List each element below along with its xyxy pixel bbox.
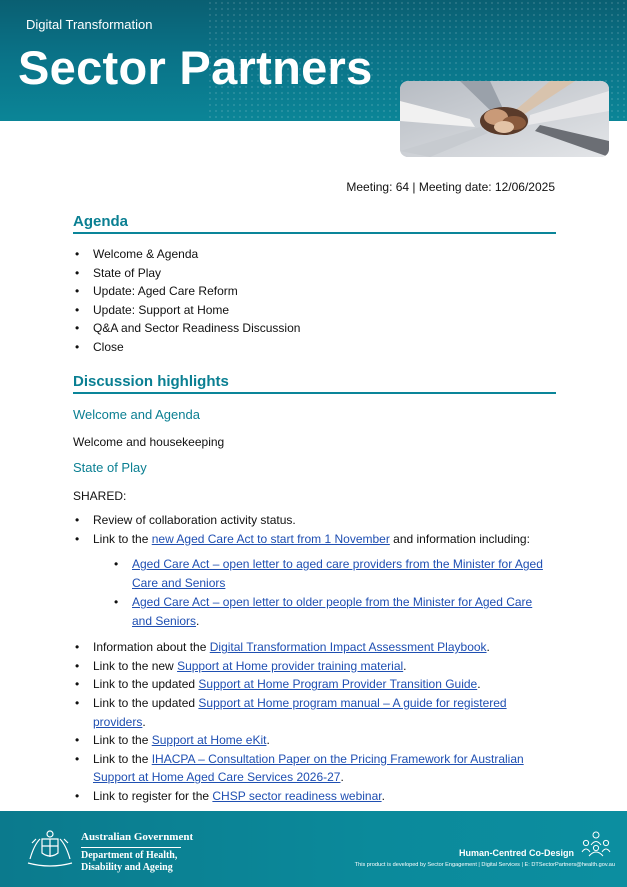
australian-government-text: Australian Government <box>81 831 194 843</box>
welcome-text: Welcome and housekeeping <box>73 435 225 449</box>
list-item: • Aged Care Act – open letter to older people from the Minister for Aged Care and Seniors. <box>112 593 553 631</box>
agenda-heading: Agenda <box>73 213 556 234</box>
list-item: • Q&A and Sector Readiness Discussion <box>73 319 553 338</box>
department-name: Department of Health, Disability and Ageing <box>81 850 178 873</box>
list-item: • Information about the Digital Transformation Impact Assessment Playbook. <box>73 638 553 657</box>
discussion-highlights-heading: Discussion highlights <box>73 373 556 394</box>
chsp-webinar-link[interactable]: CHSP sector readiness webinar <box>212 788 382 803</box>
page-title: Sector Partners <box>18 41 373 94</box>
ihacpa-consultation-paper-link[interactable]: IHACPA – Consultation Paper on the Pricing Framework for Australian Support at Home Aged Care Services 2026-27 <box>93 751 524 785</box>
list-item: • Update: Aged Care Reform <box>73 282 553 301</box>
government-logo <box>24 829 194 874</box>
header-kicker: Digital Transformation <box>26 17 153 32</box>
support-at-home-ekit-link[interactable]: Support at Home eKit <box>151 733 267 748</box>
provider-transition-guide-link[interactable]: Support at Home Program Provider Transition Guide <box>198 677 478 692</box>
program-manual-link[interactable]: Support at Home program manual – A guide for registered providers <box>93 695 507 729</box>
list-item <box>112 555 553 593</box>
coat-of-arms-icon <box>24 829 76 869</box>
government-divider <box>81 847 181 848</box>
hands-photo-illustration <box>400 81 609 157</box>
impact-assessment-playbook-link[interactable]: Digital Transformation Impact Assessment Playbook <box>209 640 487 655</box>
list-item: • Link to the new Aged Care Act to start from 1 November and information including: • Aged Care Act – open letter to aged care providers from the Minister for Aged Care and Seniors • Aged Care Act – open letter to older people from the Minister for Aged Care and Seniors. <box>73 530 553 632</box>
list-item: • Link to the updated Support at Home Program Provider Transition Guide. <box>73 675 553 694</box>
open-letter-providers-link[interactable]: Aged Care Act – open letter to aged care providers from the Minister for Aged Care and Seniors <box>132 557 543 591</box>
agenda-list <box>73 245 553 357</box>
shared-list <box>73 511 553 806</box>
list-item: • Link to register for the CHSP sector readiness webinar. <box>73 787 553 806</box>
list-item: • Review of collaboration activity status. <box>73 511 553 530</box>
list-item: • Close <box>73 338 553 357</box>
footer-band <box>0 811 627 887</box>
aged-care-act-link[interactable]: new Aged Care Act to start from 1 November <box>151 531 390 546</box>
human-centred-codesign-label: Human-Centred Co-Design <box>458 848 574 858</box>
provider-training-material-link[interactable]: Support at Home provider training material <box>177 658 404 673</box>
shared-label: SHARED: <box>73 489 127 503</box>
people-group-icon <box>579 829 613 859</box>
list-item: • Link to the Support at Home eKit. <box>73 731 553 750</box>
list-item: • Link to the IHACPA – Consultation Paper on the Pricing Framework for Australian Support at Home Aged Care Services 2026-27. <box>73 750 553 787</box>
welcome-agenda-heading: Welcome and Agenda <box>73 407 200 422</box>
open-letter-older-people-link[interactable]: Aged Care Act – open letter to older people from the Minister for Aged Care and Seniors <box>132 595 533 629</box>
aged-care-act-sublist <box>112 555 553 631</box>
state-of-play-heading: State of Play <box>73 460 147 475</box>
hands-together-photo <box>400 81 609 157</box>
footer-contact-note: This product is developed by Sector Engagement | Digital Services | E: DTSectorPartners@health.gov.au <box>354 862 615 868</box>
list-item: • Link to the new Support at Home provider training material. <box>73 657 553 676</box>
list-item: • Welcome & Agenda <box>73 245 553 264</box>
list-item: • State of Play <box>73 264 553 283</box>
meeting-info: Meeting: 64 | Meeting date: 12/06/2025 <box>346 180 555 194</box>
list-item: • Update: Support at Home <box>73 301 553 320</box>
list-item: • Link to the updated Support at Home program manual – A guide for registered providers. <box>73 694 553 731</box>
